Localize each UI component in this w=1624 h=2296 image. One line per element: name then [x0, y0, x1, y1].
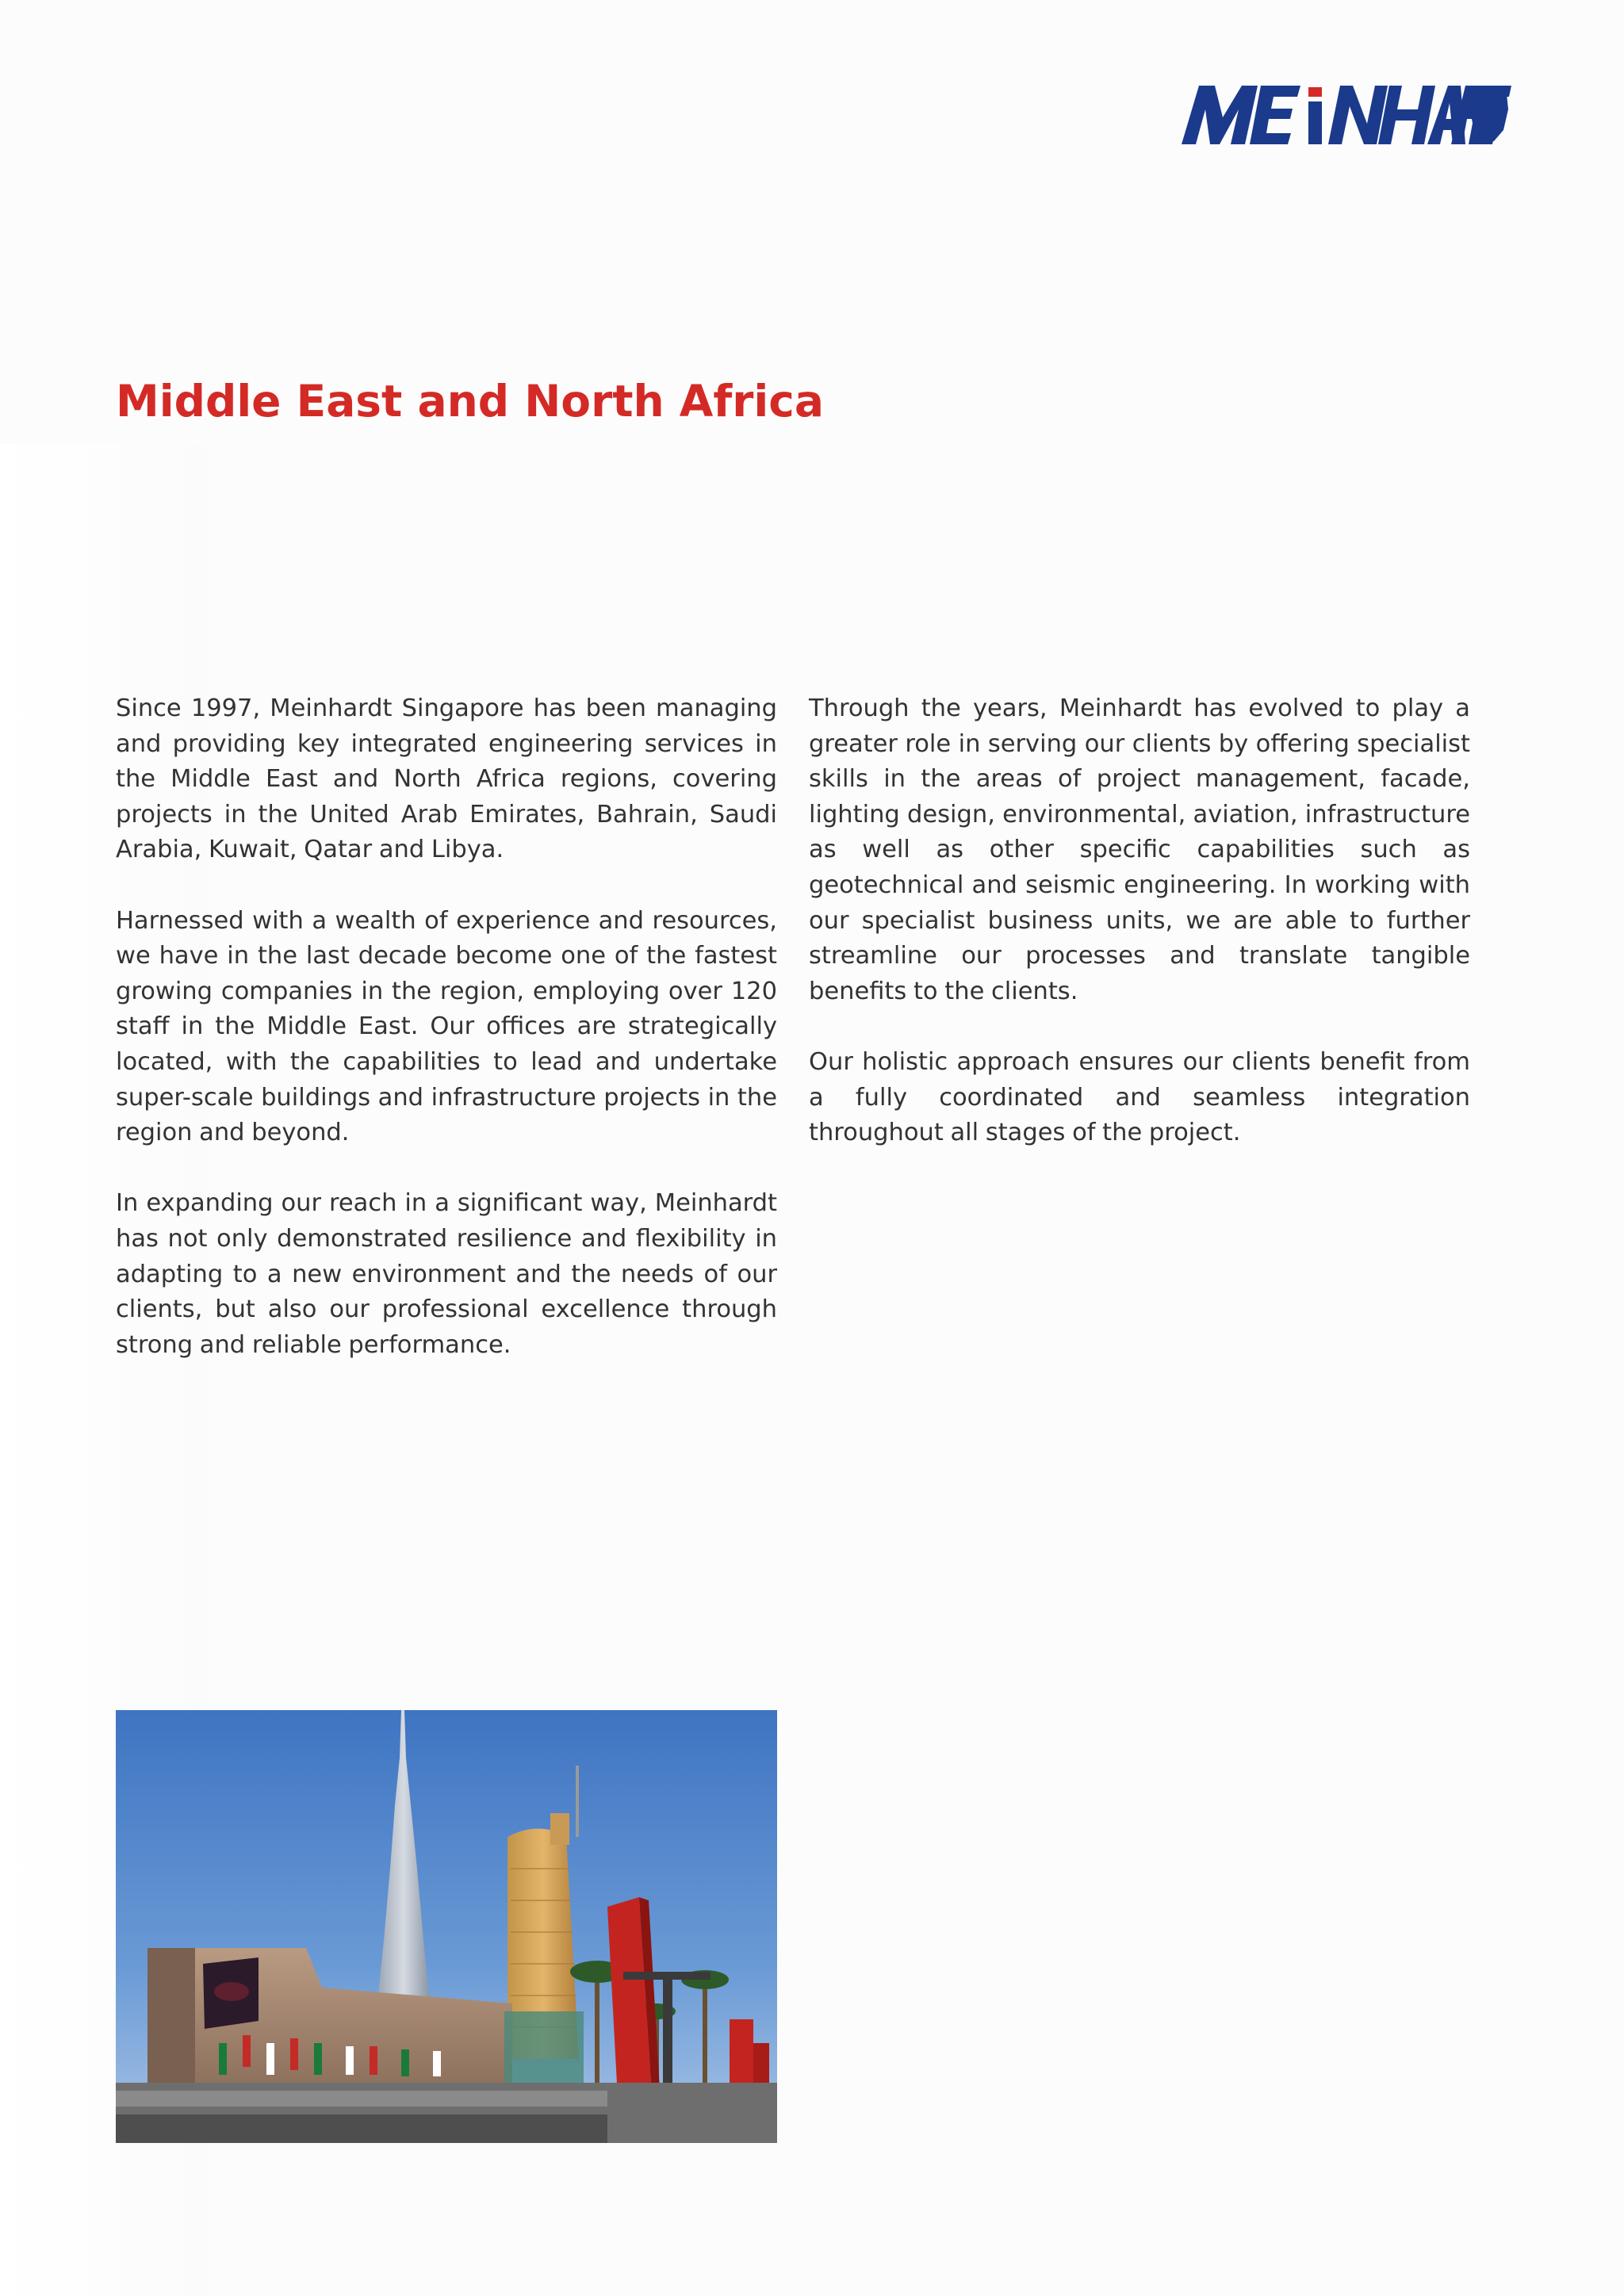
paragraph: Harnessed with a wealth of experience and resources, we have in the last decade become one of the fastest growing companies in the region, employing over 120 staff in the Middle East. Our offices are strategically located, with the capabilities to lead and undertake super-scale buildings and infrastructure projects in the region and beyond. [116, 906, 777, 1147]
paragraph: Since 1997, Meinhardt Singapore has been managing and providing key integrated engineering services in the Middle East and North Africa regions, covering projects in the United Arab Emirates, Bahrain, Saudi Arabia, Kuwait, Qatar and Libya. [116, 695, 777, 864]
paragraph: Our holistic approach ensures our clients benefit from a fully coordinated and seamless integration throughout all stages of the project. [809, 1047, 1470, 1147]
left-text-column [116, 691, 777, 1363]
page-title: Middle East and North Africa [116, 376, 824, 427]
city-skyline-photo [116, 1710, 777, 2143]
paragraph: In expanding our reach in a significant way, Meinhardt has not only demonstrated resilience and flexibility in adapting to a new environment and the needs of our clients, but also our professional excellence through strong and reliable performance. [116, 1189, 777, 1359]
meinhardt-logo [1182, 86, 1511, 144]
paragraph: Through the years, Meinhardt has evolved to play a greater role in serving our clients by offering specialist skills in the areas of project management, facade, lighting design, environmental, aviation, infrastructure as well as other specific capabilities such as geotechnical and seismic engineering. In working with our specialist business units, we are able to further streamline our processes and translate tangible benefits to the clients. [809, 695, 1470, 1005]
right-text-column [809, 691, 1470, 1151]
